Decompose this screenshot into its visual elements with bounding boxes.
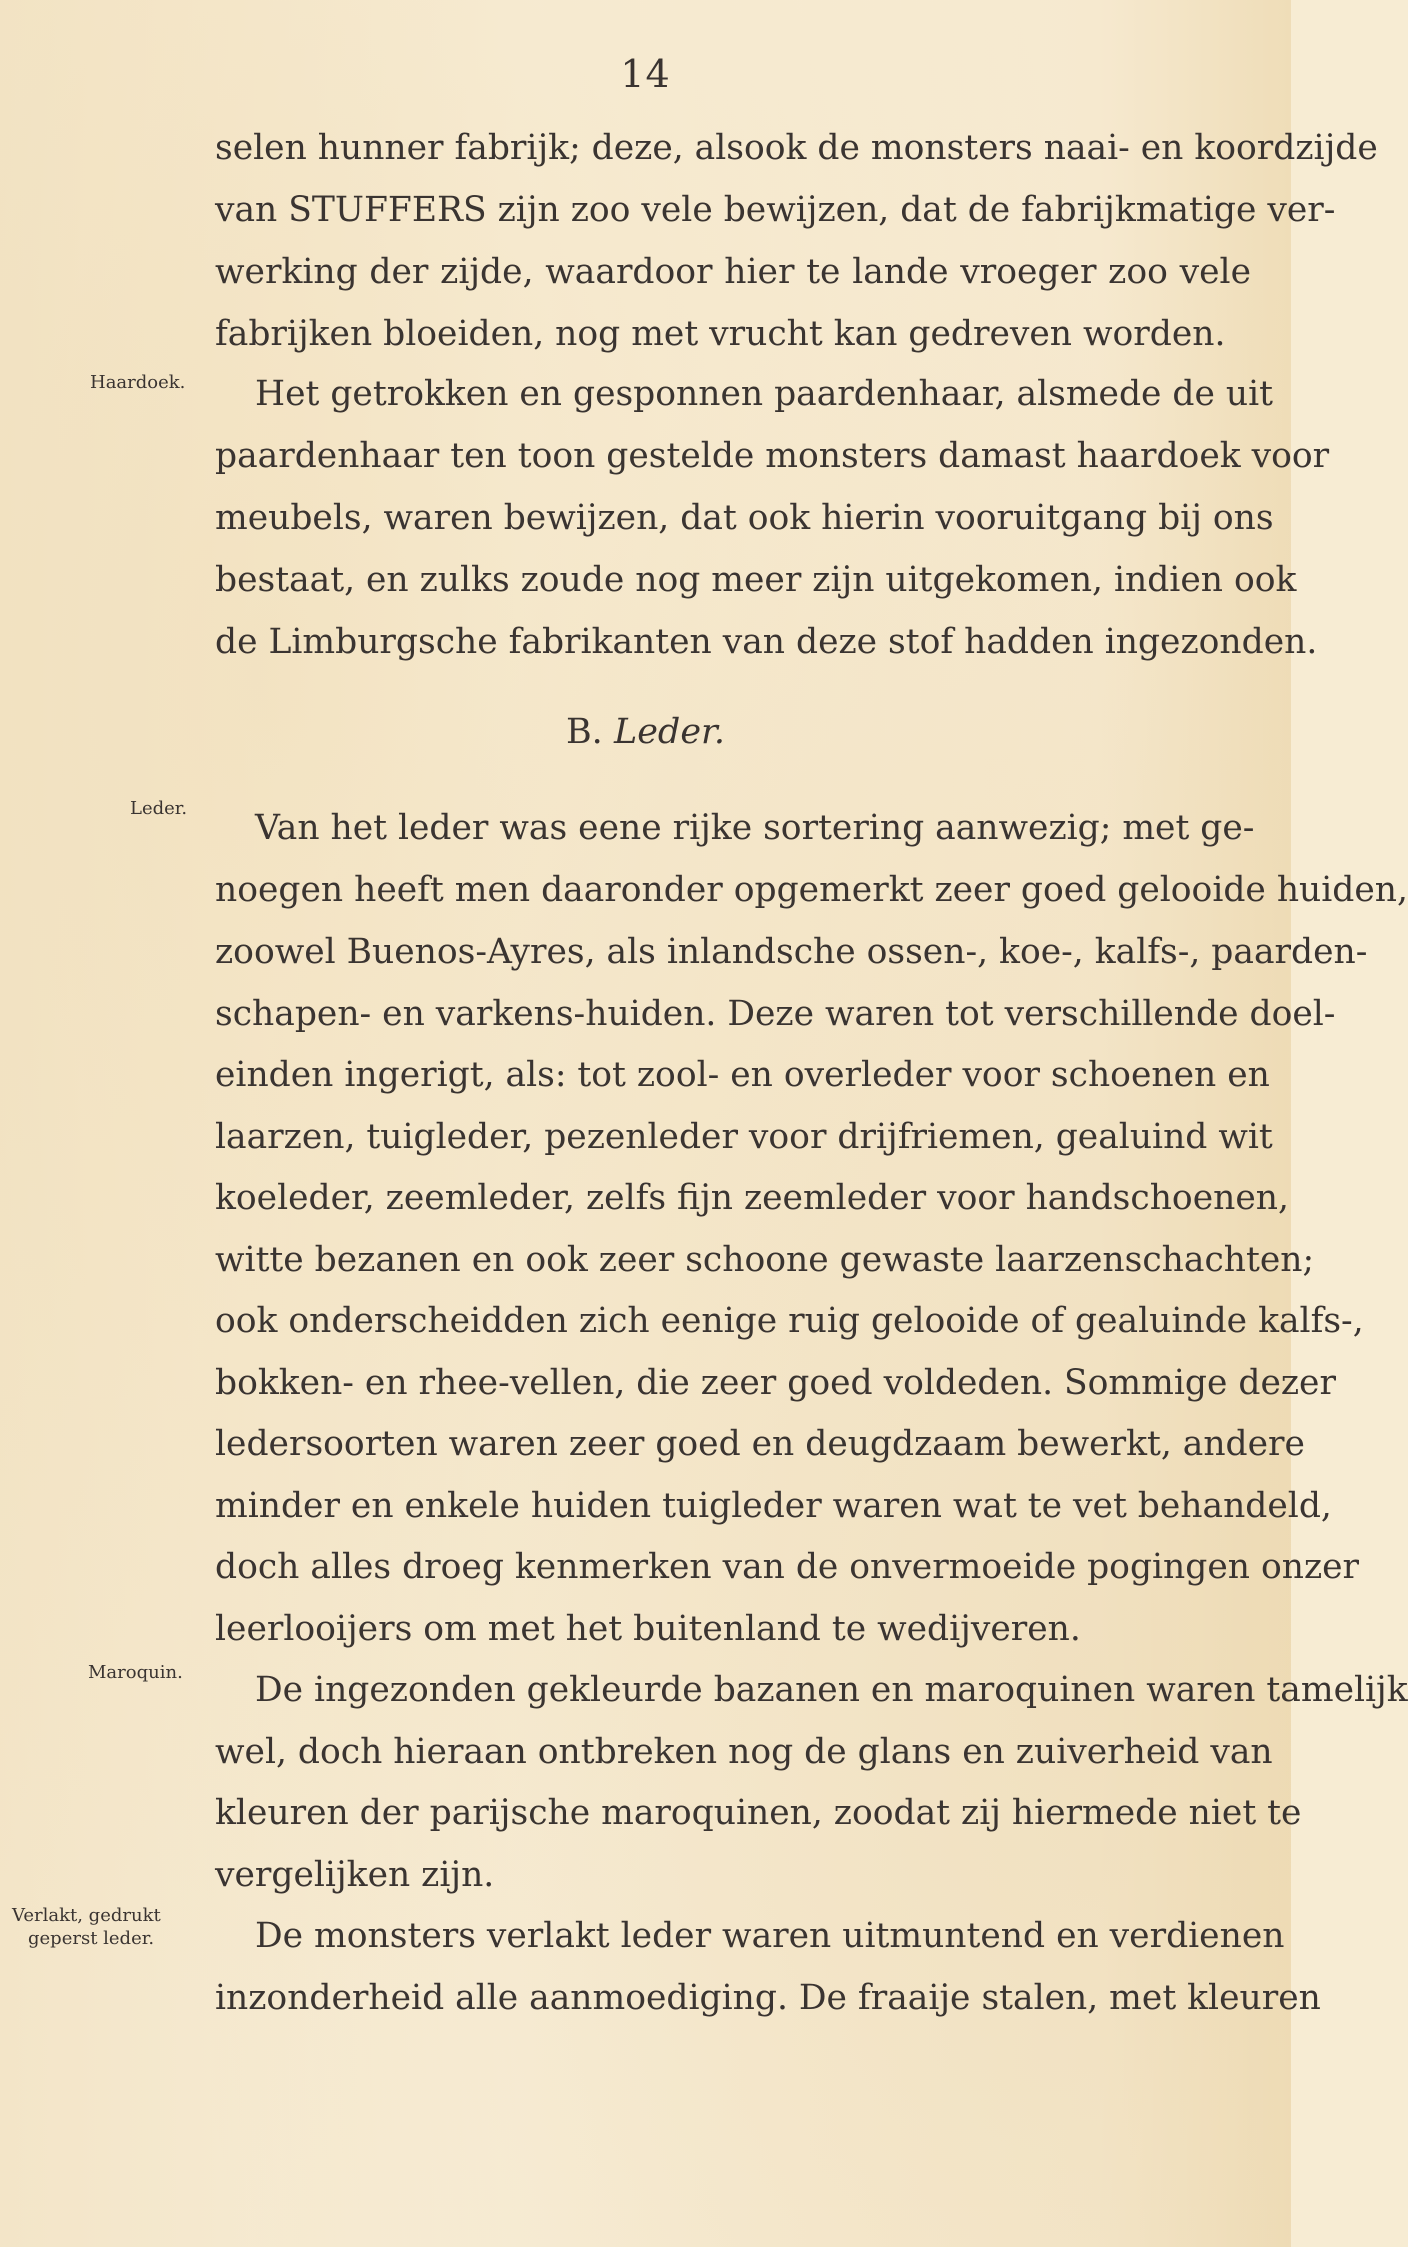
- margin-note-leder: Leder.: [130, 798, 188, 819]
- text-line: laarzen, tuigleder, pezenleder voor drijfriemen, gealuind wit: [215, 1117, 1273, 1157]
- text-line: wel, doch hieraan ontbreken nog de glans en zuiverheid van: [215, 1732, 1273, 1772]
- text-line: schapen- en varkens-huiden. Deze waren tot verschillende doel-: [215, 994, 1336, 1034]
- text-line: fabrijken bloeiden, nog met vrucht kan gedreven worden.: [215, 314, 1226, 354]
- text-line: noegen heeft men daaronder opgemerkt zeer goed gelooide huiden,: [215, 870, 1408, 910]
- text-line: doch alles droeg kenmerken van de onvermoeide pogingen onzer: [215, 1547, 1360, 1587]
- text-line: De monsters verlakt leder waren uitmuntend en verdienen: [255, 1916, 1285, 1956]
- text-line: Van het leder was eene rijke sortering aanwezig; met ge-: [255, 808, 1255, 848]
- text-line: minder en enkele huiden tuigleder waren wat te vet behandeld,: [215, 1486, 1332, 1526]
- text-line: ledersoorten waren zeer goed en deugdzaam bewerkt, andere: [215, 1424, 1305, 1464]
- text-line: De ingezonden gekleurde bazanen en maroquinen waren tamelijk: [255, 1670, 1408, 1710]
- page-number: 14: [620, 52, 671, 96]
- text-line: witte bezanen en ook zeer schoone gewaste laarzenschachten;: [215, 1240, 1315, 1280]
- text-line: paardenhaar ten toon gestelde monsters damast haardoek voor: [215, 436, 1330, 476]
- margin-note-geperst: geperst leder.: [28, 1928, 155, 1949]
- text-line: Het getrokken en gesponnen paardenhaar, alsmede de uit: [255, 374, 1274, 414]
- text-line: van STUFFERS zijn zoo vele bewijzen, dat de fabrijkmatige ver-: [215, 190, 1336, 230]
- text-line: de Limburgsche fabrikanten van deze stof hadden ingezonden.: [215, 622, 1318, 662]
- text-line: werking der zijde, waardoor hier te lande vroeger zoo vele: [215, 252, 1251, 292]
- margin-note-maroquin: Maroquin.: [88, 1662, 183, 1683]
- text-line: koeleder, zeemleder, zelfs fijn zeemleder voor handschoenen,: [215, 1178, 1289, 1218]
- text-line: vergelijken zijn.: [215, 1855, 495, 1895]
- margin-note-verlakt: Verlakt, gedrukt: [12, 1905, 161, 1926]
- text-line: zoowel Buenos-Ayres, als inlandsche ossen-, koe-, kalfs-, paarden-: [215, 932, 1368, 972]
- text-line: leerlooijers om met het buitenland te wedijveren.: [215, 1609, 1081, 1649]
- text-line: kleuren der parijsche maroquinen, zoodat zij hiermede niet te: [215, 1793, 1302, 1833]
- text-line: inzonderheid alle aanmoediging. De fraaije stalen, met kleuren: [215, 1978, 1321, 2018]
- text-line: meubels, waren bewijzen, dat ook hierin vooruitgang bij ons: [215, 498, 1274, 538]
- text-line: ook onderscheidden zich eenige ruig gelooide of gealuinde kalfs-,: [215, 1301, 1364, 1341]
- margin-note-haardoek: Haardoek.: [90, 372, 186, 393]
- section-heading-prefix: B.: [565, 712, 603, 752]
- section-heading-title: Leder.: [613, 712, 726, 752]
- text-line: einden ingerigt, als: tot zool- en overleder voor schoenen en: [215, 1055, 1270, 1095]
- text-line: selen hunner fabrijk; deze, alsook de monsters naai- en koordzijde: [215, 128, 1378, 168]
- section-heading: [0, 712, 1291, 752]
- text-line: bokken- en rhee-vellen, die zeer goed voldeden. Sommige dezer: [215, 1363, 1336, 1403]
- text-line: bestaat, en zulks zoude nog meer zijn uitgekomen, indien ook: [215, 560, 1297, 600]
